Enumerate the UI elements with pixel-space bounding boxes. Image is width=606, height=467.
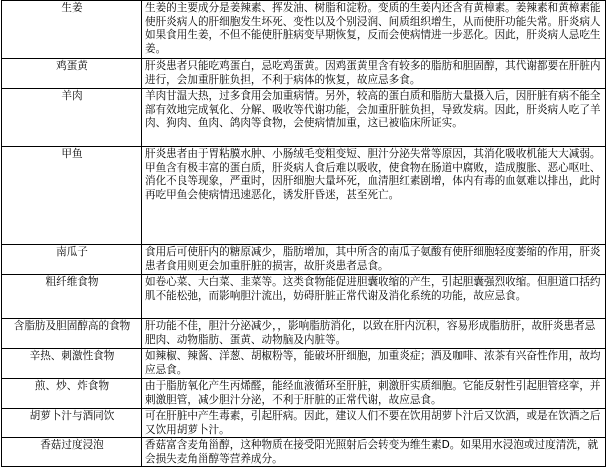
food-name-cell: 胡萝卜汁与酒同饮 — [2, 409, 142, 438]
description-cell: 肝功能不佳，胆汁分泌减少，，影响脂肪消化，以致在肝内沉积，容易形成脂肪肝，故肝炎患者忌肥肉、动物脂肪、蛋黄、动物脑及内脏等。 — [142, 319, 606, 349]
table-row — [2, 438, 606, 467]
table-row — [2, 1, 606, 59]
table-body — [2, 1, 606, 467]
table-row — [2, 275, 606, 319]
food-name-cell: 辛热、刺激性食物 — [2, 349, 142, 379]
food-name-cell: 煎、炒、炸食物 — [2, 379, 142, 409]
table-row — [2, 89, 606, 147]
description-cell: 生姜的主要成分是姜辣素、挥发油、树脂和淀粉。变质的生姜内还含有黄樟素。姜辣素和黄樟素能使肝炎病人的肝细胞发生坏死、变性以及个别浸润、间质组织增生，从而使肝功能失常。肝炎病人如果食用生姜，不但不能使肝脏病变早期恢复，反而会使病情进一步恶化。因此，肝炎病人忌吃生姜。 — [142, 1, 606, 59]
food-name-cell: 南瓜子 — [2, 245, 142, 275]
food-name-cell: 甲鱼 — [2, 147, 142, 245]
food-name-cell: 香菇过度浸泡 — [2, 438, 142, 467]
table-row — [2, 349, 606, 379]
description-cell: 羊肉甘温大热，过多食用会加重病情。另外，较高的蛋白质和脂肪大量摄入后，因肝脏有病不能全部有效地完成氧化、分解、吸收等代谢功能，会加重肝脏负担，导致发病。因此，肝炎病人吃了羊肉、狗肉、鱼肉、鸽肉等食物，会使病情加重，这已被临床所证实。 — [142, 89, 606, 147]
description-cell: 如辣椒、辣酱、洋葱、胡椒粉等，能破坏肝细胞，加重炎症；酒及咖啡、浓茶有兴奋性作用，故均应忌食。 — [142, 349, 606, 379]
table-row — [2, 409, 606, 438]
table-row — [2, 59, 606, 89]
description-cell: 可在肝脏中产生毒素，引起肝病。因此，建议人们不要在饮用胡萝卜汁后又饮酒，或是在饮酒之后又饮用胡萝卜汁。 — [142, 409, 606, 438]
description-cell: 肝炎患者只能吃鸡蛋白，忌吃鸡蛋黄。因鸡蛋黄里含有较多的脂肪和胆固醇，其代谢都要在肝脏内进行，会加重肝脏负担，不利于病体的恢复，故应忌多食。 — [142, 59, 606, 89]
food-name-cell: 含脂肪及胆固醇高的食物 — [2, 319, 142, 349]
table-row — [2, 319, 606, 349]
description-cell: 肝炎患者由于胃粘膜水肿、小肠绒毛变粗变短、胆汁分泌失常等原因，其消化吸收机能大大减弱。甲鱼含有极丰富的蛋白质，肝炎病人食后难以吸收，使食物在肠道中腐败，造成腹胀、恶心呕吐、消化不良等现象，严重时，因肝细胞大量坏死，血清胆红素剧增，体内有毒的血氨难以排出，此时再吃甲鱼会使病情迅速恶化，诱发肝昏迷，甚至死亡。 — [142, 147, 606, 245]
food-table — [1, 0, 606, 467]
description-cell: 香菇富含麦角甾醇，这种物质在接受阳光照射后会转变为维生素D。如果用水浸泡或过度清洗，就会损失麦角甾醇等营养成分。 — [142, 438, 606, 467]
table-row — [2, 245, 606, 275]
table-row — [2, 379, 606, 409]
description-cell: 由于脂肪氧化产生丙烯醛，能经血液循环至肝脏，刺激肝实质细胞。它能反射性引起胆管痉挛，并刺激胆管，减少胆汁分泌，不利于肝脏的正常代谢，故应忌食。 — [142, 379, 606, 409]
table-row — [2, 147, 606, 245]
food-name-cell: 羊肉 — [2, 89, 142, 147]
description-cell: 食用后可使肝内的糖原减少，脂肪增加，其中所含的南瓜子氨酸有使肝细胞轻度萎缩的作用，肝炎患者食用则更会加重肝脏的损害，故肝炎患者忌食。 — [142, 245, 606, 275]
food-name-cell: 鸡蛋黄 — [2, 59, 142, 89]
description-cell: 如卷心菜、大白菜、韭菜等。这类食物能促进胆囊收缩的产生，引起胆囊强烈收缩。但胆道口括约肌不能松弛，而影响胆汁流出，妨碍肝脏正常代谢及消化系统的功能，故应忌食。 — [142, 275, 606, 319]
food-name-cell: 生姜 — [2, 1, 142, 59]
food-name-cell: 粗纤维食物 — [2, 275, 142, 319]
